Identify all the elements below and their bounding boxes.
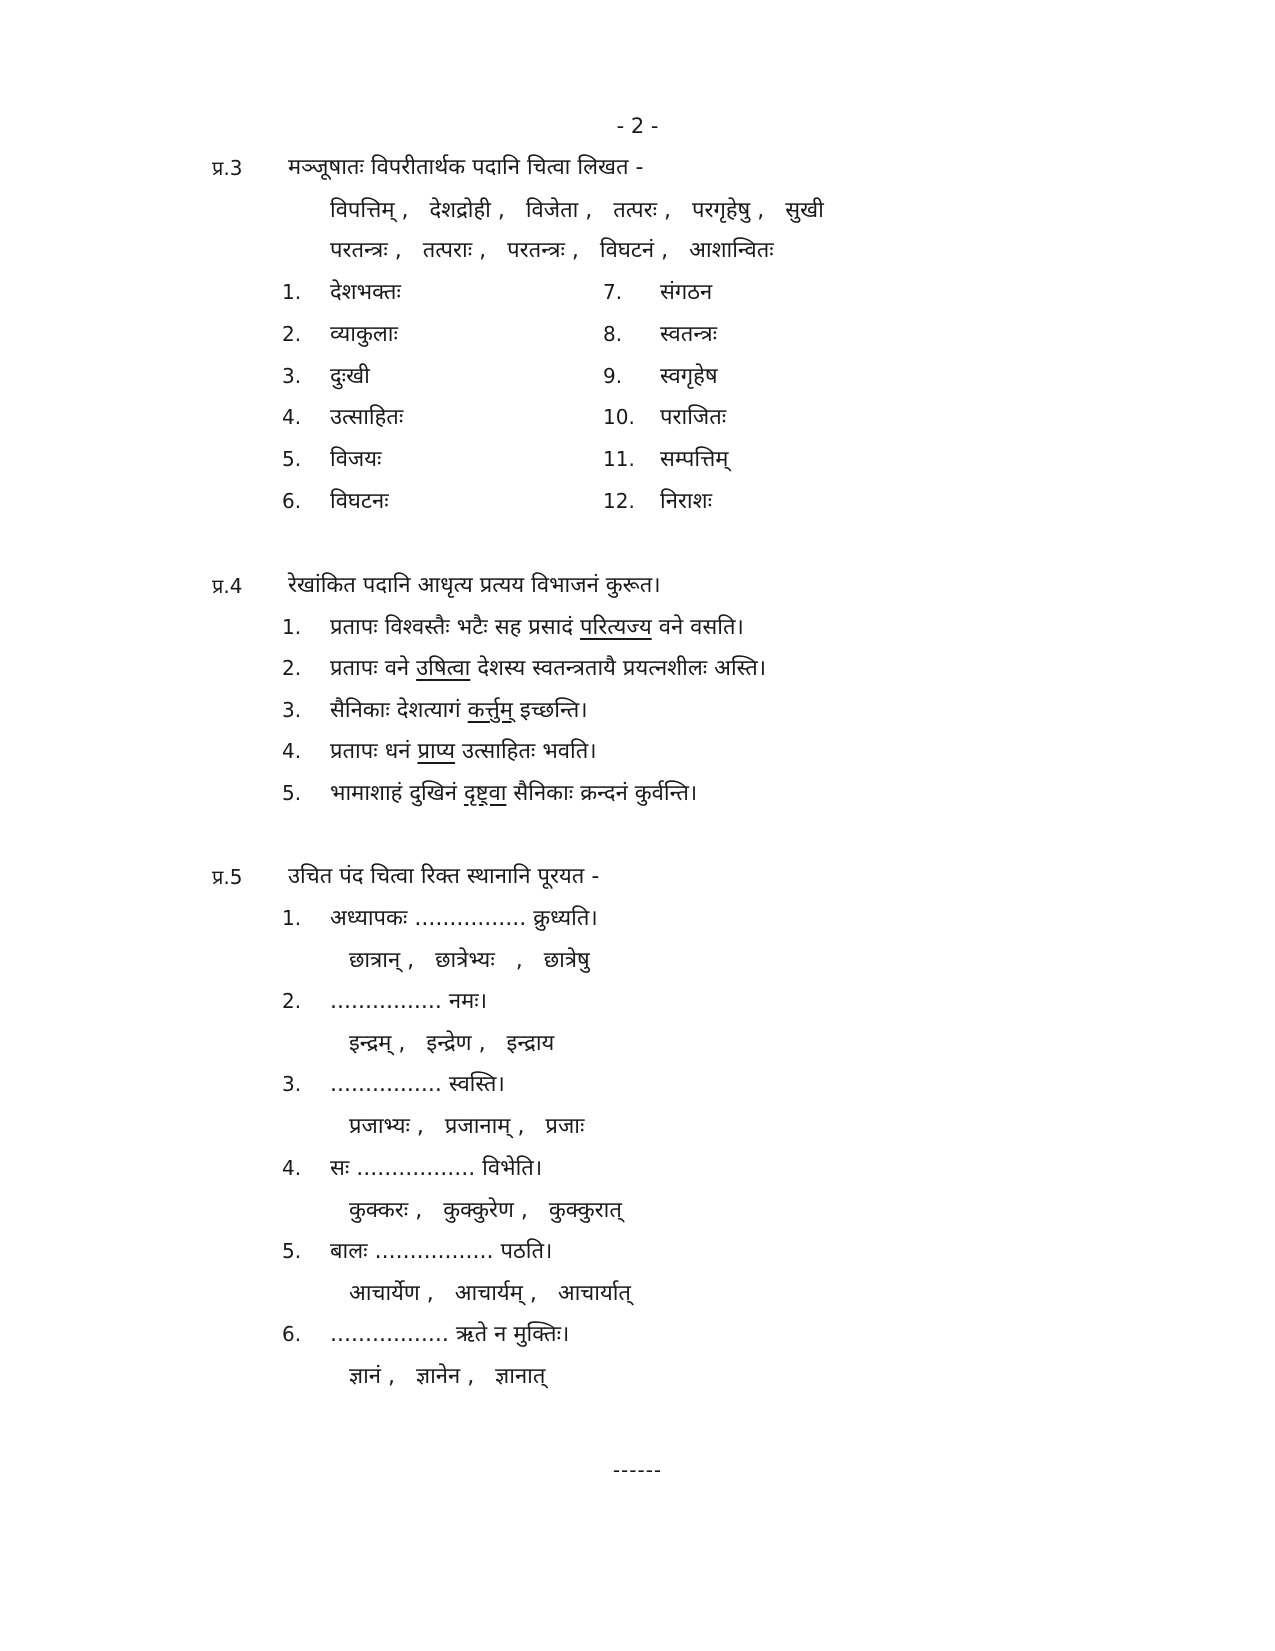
sentence-text: प्रतापः वने xyxy=(330,656,417,681)
q4-item-number: 1. xyxy=(282,615,302,639)
question-3-label: प्र.3 xyxy=(212,156,243,180)
q3-item-word: स्वतन्त्रः xyxy=(660,322,718,347)
q3-item-number: 2. xyxy=(282,322,302,346)
q3-item-word: पराजितः xyxy=(660,405,727,430)
word-box-line-1: विपत्तिम् , देशद्रोही , विजेता , तत्परः , परगृहेषु , सुखी xyxy=(330,198,824,223)
underlined-word: प्राप्य xyxy=(417,739,456,764)
q5-blank-sentence: ................. ऋते न मुक्तिः। xyxy=(330,1322,570,1347)
end-mark: ------ xyxy=(612,1458,663,1482)
underlined-word: कर्त्तुम् xyxy=(467,698,513,723)
q5-item-number: 3. xyxy=(282,1072,302,1096)
q5-options: इन्द्रम् , इन्द्रेण , इन्द्राय xyxy=(349,1031,555,1056)
q4-item-number: 2. xyxy=(282,656,302,680)
sentence-text: उत्साहितः भवति। xyxy=(455,739,597,764)
q5-options: आचार्येण , आचार्यम् , आचार्यात् xyxy=(349,1281,631,1306)
q4-sentence xyxy=(330,777,697,807)
q5-options: कुक्करः , कुक्कुरेण , कुक्कुरात् xyxy=(349,1198,622,1223)
q5-options: छात्रान् , छात्रेभ्यः , छात्रेषु xyxy=(349,948,590,973)
sentence-text: प्रतापः धनं xyxy=(330,739,418,764)
q5-blank-sentence: अध्यापकः ................ क्रुध्यति। xyxy=(330,906,598,931)
underlined-word: परित्यज्य xyxy=(580,615,652,640)
q3-item-word: विजयः xyxy=(330,447,382,472)
q5-item-number: 6. xyxy=(282,1322,302,1346)
q3-item-number: 3. xyxy=(282,364,302,388)
q3-item-word: निराशः xyxy=(660,489,713,514)
sentence-text: वने वसति। xyxy=(651,615,744,640)
q4-item-number: 4. xyxy=(282,739,302,763)
question-5-title: उचित पंद चित्वा रिक्त स्थानानि पूरयत - xyxy=(288,864,600,889)
q5-item-number: 4. xyxy=(282,1156,302,1180)
page-number: - 2 - xyxy=(616,114,659,138)
q3-item-word: देशभक्तः xyxy=(330,280,401,305)
q4-sentence xyxy=(330,694,588,724)
q4-sentence xyxy=(330,611,744,641)
q3-item-number: 8. xyxy=(603,322,623,346)
q3-item-number: 7. xyxy=(603,280,623,304)
sentence-text: देशस्य स्वतन्त्रतायै प्रयत्नशीलः अस्ति। xyxy=(470,656,767,681)
word-box-line-2: परतन्त्रः , तत्पराः , परतन्त्रः , विघटनं , आशान्वितः xyxy=(330,238,774,263)
sentence-text: प्रतापः विश्वस्तैः भटैः सह प्रसादं xyxy=(330,615,581,640)
sentence-text: इच्छन्ति। xyxy=(512,698,588,723)
q4-sentence xyxy=(330,652,766,682)
underlined-word: उषित्वा xyxy=(416,656,471,681)
q3-item-word: व्याकुलाः xyxy=(330,322,398,347)
q5-item-number: 1. xyxy=(282,906,302,930)
underlined-word: दृष्ट्वा xyxy=(463,781,507,806)
q3-item-number: 9. xyxy=(603,364,623,388)
q3-item-number: 12. xyxy=(603,489,635,513)
q3-item-number: 1. xyxy=(282,280,302,304)
q4-item-number: 3. xyxy=(282,698,302,722)
q3-item-number: 11. xyxy=(603,447,635,471)
q3-item-word: दुःखी xyxy=(330,364,370,389)
q3-item-number: 5. xyxy=(282,447,302,471)
q5-blank-sentence: ................ नमः। xyxy=(330,989,488,1014)
q5-item-number: 5. xyxy=(282,1239,302,1263)
question-4-title: रेखांकित पदानि आधृत्य प्रत्यय विभाजनं कुरूत। xyxy=(288,573,661,598)
question-5-label: प्र.5 xyxy=(212,865,243,889)
q5-blank-sentence: सः ................. विभेति। xyxy=(330,1156,543,1181)
q5-options: प्रजाभ्यः , प्रजानाम् , प्रजाः xyxy=(349,1114,585,1139)
q5-blank-sentence: ................ स्वस्ति। xyxy=(330,1072,505,1097)
q5-blank-sentence: बालः ................. पठति। xyxy=(330,1239,553,1264)
q3-item-word: विघटनः xyxy=(330,489,389,514)
question-3-title: मञ्जूषातः विपरीतार्थक पदानि चित्वा लिखत - xyxy=(288,155,644,180)
q3-item-number: 6. xyxy=(282,489,302,513)
question-4-label: प्र.4 xyxy=(212,574,243,598)
q3-item-number: 4. xyxy=(282,405,302,429)
sentence-text: भामाशाहं दुखिनं xyxy=(330,781,464,806)
q3-item-word: स्वगृहेष xyxy=(660,364,718,389)
q4-item-number: 5. xyxy=(282,781,302,805)
q5-item-number: 2. xyxy=(282,989,302,1013)
sentence-text: सैनिकाः क्रन्दनं कुर्वन्ति। xyxy=(506,781,698,806)
q3-item-word: सम्पत्तिम् xyxy=(660,447,729,472)
q3-item-number: 10. xyxy=(603,405,635,429)
q3-item-word: संगठन xyxy=(660,280,713,305)
q3-item-word: उत्साहितः xyxy=(330,405,404,430)
q4-sentence xyxy=(330,735,597,765)
sentence-text: सैनिकाः देशत्यागं xyxy=(330,698,468,723)
q5-options: ज्ञानं , ज्ञानेन , ज्ञानात् xyxy=(349,1364,546,1389)
